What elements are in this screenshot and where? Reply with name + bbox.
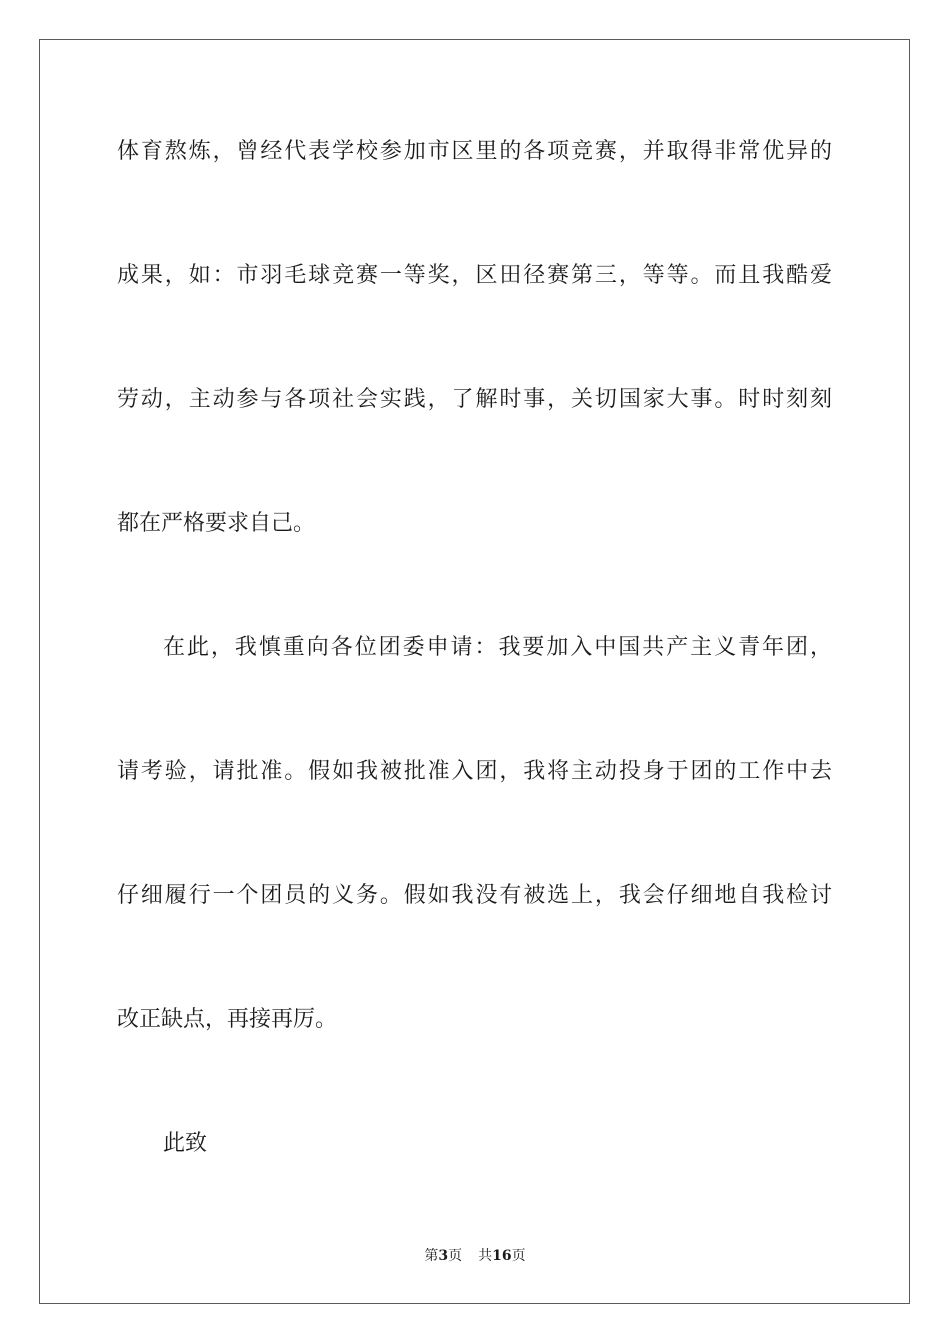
page-border — [39, 39, 910, 1304]
body-line-7: 仔细履行一个团员的义务。假如我没有被选上，我会仔细地自我检讨 — [117, 883, 832, 908]
closing-salutation: 此致 — [163, 1131, 208, 1156]
body-line-1: 体育熬炼，曾经代表学校参加市区里的各项竞赛，并取得非常优异的 — [117, 139, 832, 164]
page-footer — [0, 1247, 950, 1265]
footer-total-suffix: 页 — [511, 1248, 526, 1264]
body-line-6: 请考验，请批准。假如我被批准入团，我将主动投身于团的工作中去 — [117, 759, 832, 784]
body-line-3: 劳动，主动参与各项社会实践，了解时事，关切国家大事。时时刻刻 — [117, 387, 832, 412]
body-line-4: 都在严格要求自己。 — [117, 511, 316, 536]
footer-total-prefix: 共 — [478, 1248, 493, 1264]
footer-total-pages: 16 — [492, 1248, 512, 1264]
footer-page-number: 3 — [438, 1248, 449, 1264]
footer-page-suffix: 页 — [448, 1248, 463, 1264]
footer-page-prefix: 第 — [424, 1248, 439, 1264]
body-line-2: 成果，如：市羽毛球竞赛一等奖，区田径赛第三，等等。而且我酷爱 — [117, 263, 832, 288]
body-line-8: 改正缺点，再接再厉。 — [117, 1007, 338, 1032]
body-line-5: 在此，我慎重向各位团委申请：我要加入中国共产主义青年团， — [163, 635, 832, 660]
